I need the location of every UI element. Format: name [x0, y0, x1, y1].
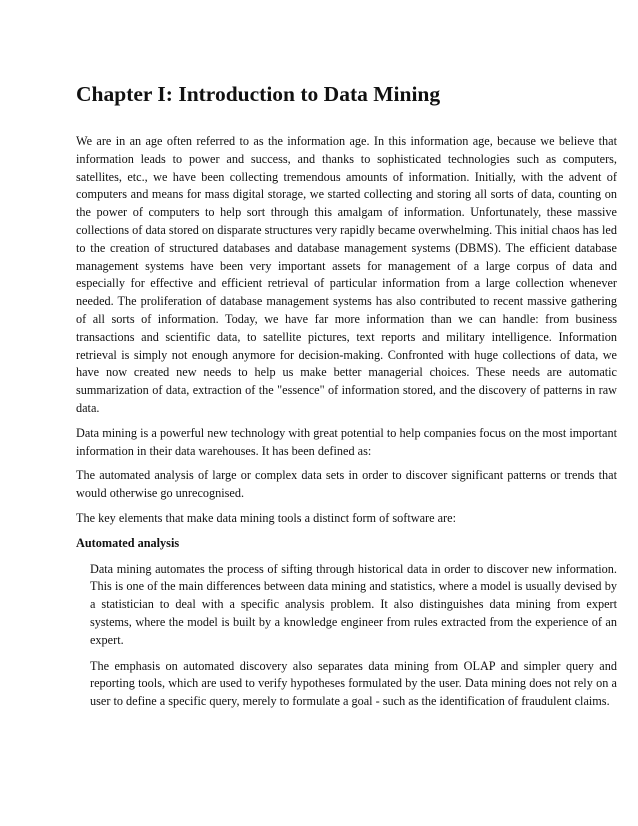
section-heading: Automated analysis — [76, 535, 180, 550]
document-body — [76, 133, 617, 719]
section-paragraph: The emphasis on automated discovery also separates data mining from OLAP and simpler query and reporting tools, which are used to verify hypotheses formulated by the user. Data mining does not rely on a user to define a specific query, merely to formulate a goal - such as the identification of fraudulent claims. — [90, 658, 617, 709]
section-paragraph: Data mining automates the process of sifting through historical data in order to discover new information. This is one of the main differences between data mining and statistics, where a model is usually devised by a statistician to deal with a specific analysis problem. It also distinguishes data mining from expert systems, where the model is built by a knowledge engineer from rules extracted from the experience of an expert. — [90, 561, 617, 647]
chapter-title: Chapter I: Introduction to Data Mining — [76, 82, 441, 106]
key-elements-paragraph: The key elements that make data mining tools a distinct form of software are: — [76, 510, 456, 525]
definition-paragraph: The automated analysis of large or complex data sets in order to discover significant patterns or trends that would otherwise go unrecognised. — [76, 468, 617, 501]
section-content — [76, 561, 617, 711]
definition-lead-paragraph: Data mining is a powerful new technology with great potential to help companies focus on the most important information in their data warehouses. It has been defined as: — [76, 425, 617, 458]
intro-paragraph: We are in an age often referred to as the information age. In this information age, because we believe that information leads to power and success, and thanks to sophisticated technologies such as computers, satellites, etc., we have been collecting tremendous amounts of information. Initially, with the advent of computers and means for mass digital storage, we started collecting and storing all sorts of data, counting on the power of computers to help sort through this amalgam of information. Unfortunately, these massive collections of data stored on disparate structures very rapidly became overwhelming. This initial chaos has led to the creation of structured databases and database management systems (DBMS). The efficient database management systems have been very important assets for management of a large corpus of data and especially for effective and efficient retrieval of particular information from a large collection whenever needed. The proliferation of database management systems has also contributed to recent massive gathering of all sorts of information. Today, we have far more information than we can handle: from business transactions and scientific data, to satellite pictures, text reports and military intelligence. Information retrieval is simply not enough anymore for decision-making. Confronted with huge collections of data, we have now created new needs to help us make better managerial choices. These needs are automatic summarization of data, extraction of the "essence" of information stored, and the discovery of patterns in raw data. — [76, 134, 617, 415]
